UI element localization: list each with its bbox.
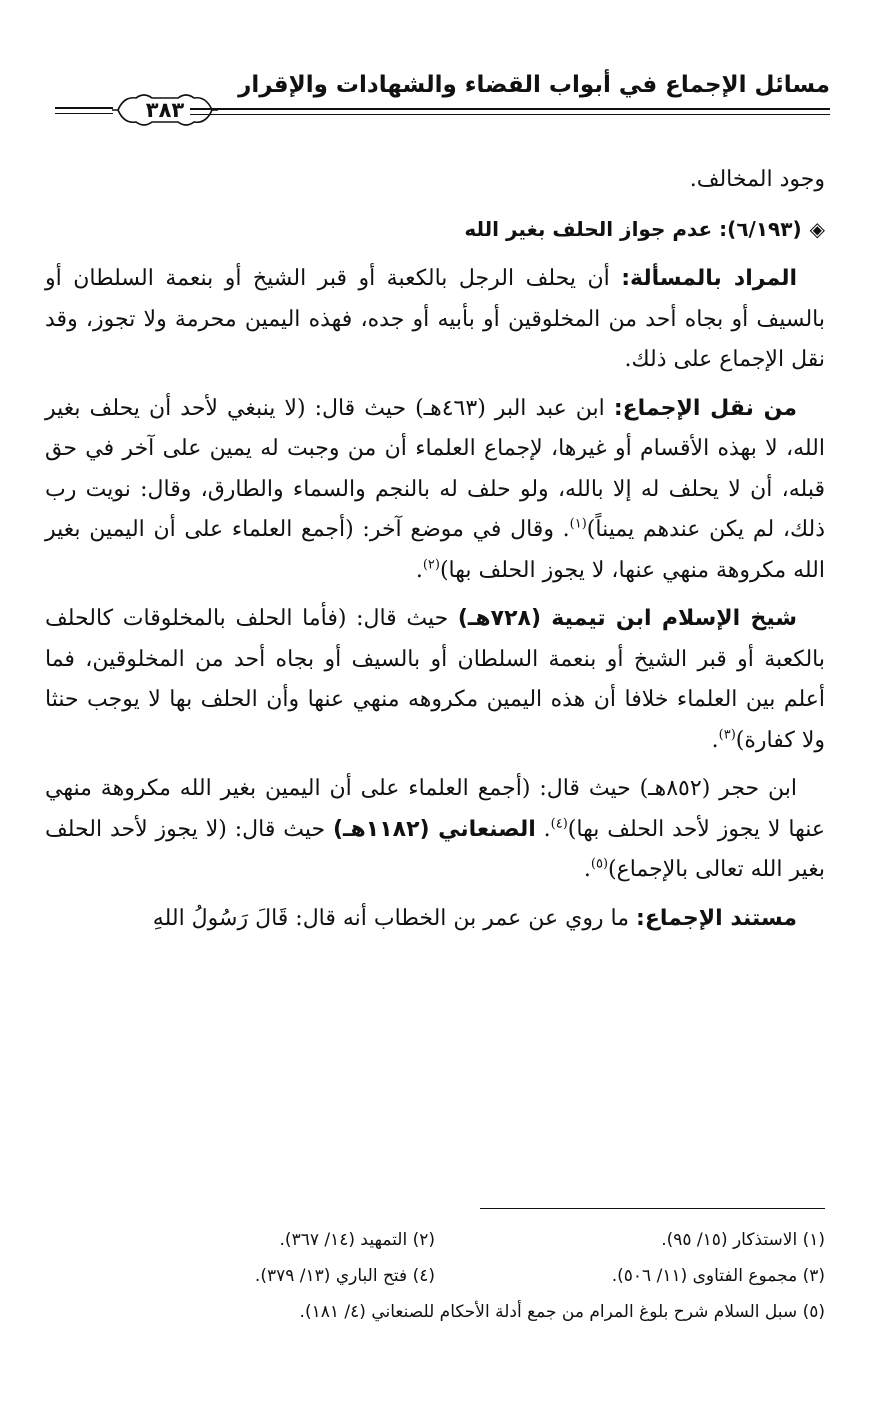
paragraph-basis <box>45 899 825 940</box>
running-header-title: مسائل الإجماع في أبواب القضاء والشهادات والإقرار <box>238 72 830 98</box>
main-text <box>45 160 825 947</box>
page-number: ٣٨٣ <box>145 98 185 122</box>
paragraph-consensus-transmitters <box>45 389 825 592</box>
footnote-ref-5[interactable]: (٥) <box>590 856 609 872</box>
page-number-ornament <box>110 90 220 130</box>
footnote-ref-3[interactable]: (٣) <box>718 727 736 743</box>
ibn-taymiyyah-quote: حيث قال: (فأما الحلف بالمخلوقات كالحلف بالكعبة أو قبر الشيخ أو بنعمة السلطان أو بالسيف أو بجاه أحد من المخلوقين، فما أعلم بين العلماء خلافا أن هذه اليمين مكروهه منهي عنها وأن الحلف بها لا يوجب حنثا ولا كفارة) <box>45 606 825 753</box>
footnote-ref-4[interactable]: (٤) <box>550 816 568 832</box>
paragraph-continuation <box>45 160 825 201</box>
paragraph-ibn-taymiyyah <box>45 599 825 761</box>
issue-heading <box>45 209 825 250</box>
header-left-rule-thick <box>55 107 113 109</box>
footnote-2: (٢) التمهيد (١٤/ ٣٦٧). <box>279 1230 435 1250</box>
period: . <box>583 857 591 882</box>
ibn-taymiyyah-lead: شيخ الإسلام ابن تيمية (٧٢٨هـ) <box>457 606 797 631</box>
footnote-5: (٥) سبل السلام شرح بلوغ المرام من جمع أدلة الأحكام للصنعاني (٤/ ١٨١). <box>299 1302 825 1322</box>
footnote-row <box>45 1222 825 1258</box>
footnote-row <box>45 1258 825 1294</box>
paragraph-ibn-hajar <box>45 769 825 891</box>
header-rule-thick <box>190 108 830 110</box>
meaning-lead: المراد بالمسألة: <box>621 266 797 291</box>
basis-lead: مستند الإجماع: <box>636 905 797 931</box>
paragraph-meaning <box>45 259 825 381</box>
footnote-4: (٤) فتح الباري (١٣/ ٣٧٩). <box>254 1266 435 1286</box>
ibn-hajar-quote: ابن حجر (٨٥٢هـ) حيث قال: (أجمع العلماء على أن اليمين بغير الله مكروهة منهي عنها لا يجوز لأحد الحلف بها) <box>45 776 825 842</box>
footnote-ref-1[interactable]: (١) <box>569 516 587 532</box>
footnote-3: (٣) مجموع الفتاوى (١١/ ٥٠٦). <box>611 1266 825 1286</box>
footnote-separator <box>480 1208 825 1209</box>
period: . <box>415 557 423 583</box>
header-left-rule-thin <box>55 113 113 114</box>
meaning-text: أن يحلف الرجل بالكعبة أو قبر الشيخ أو بنعمة السلطان أو بالسيف أو بجاه أحد من المخلوقين أو بأبيه أو جده، فهذه اليمين محرمة ولا تجوز، وقد نقل الإجماع على ذلك. <box>45 266 825 372</box>
running-header <box>40 60 830 130</box>
continuation-text: وجود المخالف. <box>689 167 825 192</box>
header-rule-thin <box>190 114 830 115</box>
sanani-lead: الصنعاني (١١٨٢هـ) <box>332 816 536 842</box>
ibn-abd-al-barr-quote-2: . وقال في موضع آخر: (أجمع العلماء على أن اليمين بغير الله مكروهة منهي عنها، لا يجوز الحلف بها) <box>45 517 825 583</box>
period: . <box>711 727 719 753</box>
diamond-bullet-icon: ◈ <box>809 216 825 241</box>
footnote-1: (١) الاستذكار (١٥/ ٩٥). <box>661 1230 825 1250</box>
basis-text: ما روي عن عمر بن الخطاب أنه قال: قَالَ رَسُولُ اللهِ <box>152 905 637 931</box>
transmitters-lead: من نقل الإجماع: <box>613 395 797 421</box>
issue-heading-text: (٦/١٩٣): عدم جواز الحلف بغير الله <box>464 216 802 241</box>
ibn-abd-al-barr-quote: ابن عبد البر (٤٦٣هـ) حيث قال: (لا ينبغي لأحد أن يحلف بغير الله، لا بهذه الأقسام أو غيرها، لإجماع العلماء أن من وجبت له يمين على آخر في حق قبله، أن لا يحلف له إلا بالله، ولو حلف له بالنجم والسماء والطارق، وقال: نويت رب ذلك، لم يكن عندهم يميناً) <box>45 395 825 542</box>
footnotes <box>45 1222 825 1330</box>
sanani-quote: حيث قال: (لا يجوز لأحد الحلف بغير الله تعالى بالإجماع) <box>45 816 825 882</box>
separator: . <box>535 816 551 842</box>
footnote-ref-2[interactable]: (٢) <box>422 557 440 573</box>
